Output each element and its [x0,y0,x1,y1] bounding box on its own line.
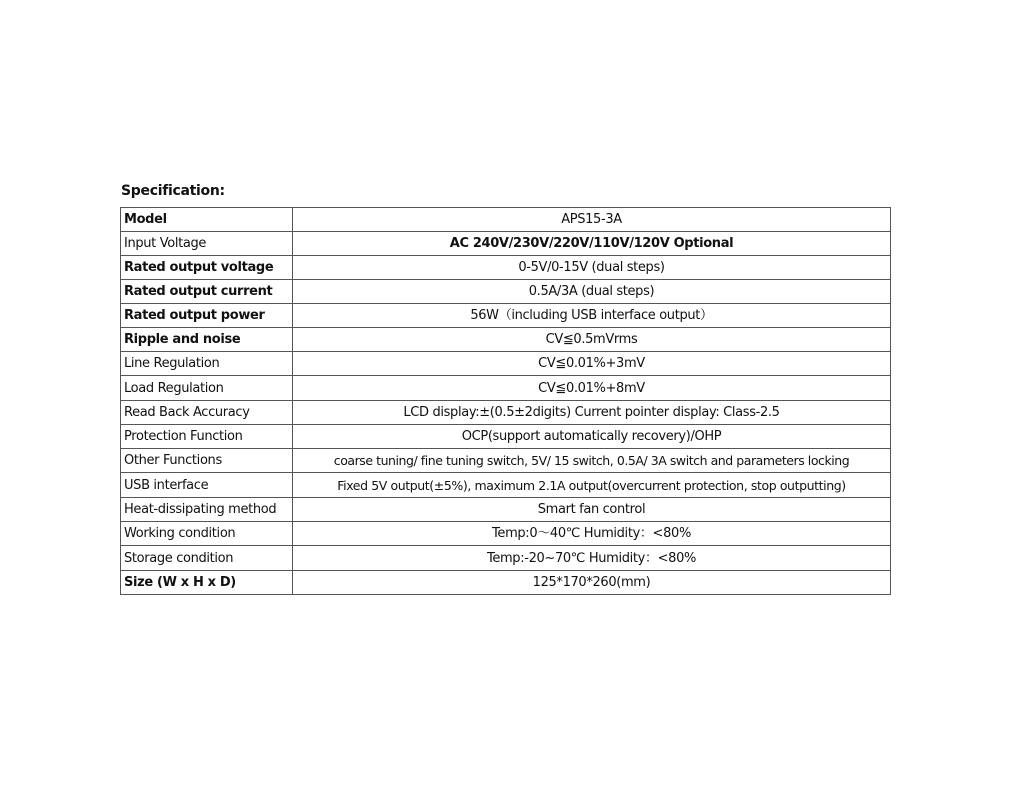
table-row [121,401,891,425]
row-label: Heat-dissipating method [121,498,293,522]
specification-table [120,207,891,595]
row-value: coarse tuning/ fine tuning switch, 5V/ 15 switch, 0.5A/ 3A switch and parameters locking [293,449,891,473]
table-row [121,304,891,328]
row-value: OCP(support automatically recovery)/OHP [293,425,891,449]
table-row [121,571,891,595]
table-row [121,425,891,449]
row-value: 0-5V/0-15V (dual steps) [293,256,891,280]
table-row [121,256,891,280]
row-label: Rated output voltage [121,256,293,280]
row-label: Other Functions [121,449,293,473]
row-label: Read Back Accuracy [121,401,293,425]
row-value: Smart fan control [293,498,891,522]
table-row [121,473,891,498]
row-value: 0.5A/3A (dual steps) [293,280,891,304]
table-row [121,352,891,376]
row-label: Load Regulation [121,376,293,401]
row-value: CV≦0.01%+8mV [293,376,891,401]
table-row [121,232,891,256]
table-row [121,449,891,473]
row-label: Storage condition [121,546,293,571]
row-value: CV≦0.01%+3mV [293,352,891,376]
row-value: Fixed 5V output(±5%), maximum 2.1A output(overcurrent protection, stop outputting) [293,473,891,498]
row-label: Ripple and noise [121,328,293,352]
table-row [121,498,891,522]
table-row [121,546,891,571]
row-label: Model [121,208,293,232]
table-row [121,376,891,401]
row-label: Input Voltage [121,232,293,256]
row-value: LCD display:±(0.5±2digits) Current pointer display: Class-2.5 [293,401,891,425]
row-value: 125*170*260(mm) [293,571,891,595]
row-value: APS15-3A [293,208,891,232]
row-value: CV≦0.5mVrms [293,328,891,352]
row-value: Temp:-20~70℃ Humidity：<80% [293,546,891,571]
row-label: Protection Function [121,425,293,449]
table-row [121,522,891,546]
specification-heading: Specification: [121,183,225,199]
row-label: Rated output power [121,304,293,328]
row-label: Rated output current [121,280,293,304]
row-value: Temp:0～40℃ Humidity：<80% [293,522,891,546]
table-row [121,328,891,352]
row-value: 56W（including USB interface output） [293,304,891,328]
row-label: Size (W x H x D) [121,571,293,595]
row-label: Working condition [121,522,293,546]
row-label: Line Regulation [121,352,293,376]
table-row [121,208,891,232]
row-label: USB interface [121,473,293,498]
row-value: AC 240V/230V/220V/110V/120V Optional [293,232,891,256]
table-row [121,280,891,304]
